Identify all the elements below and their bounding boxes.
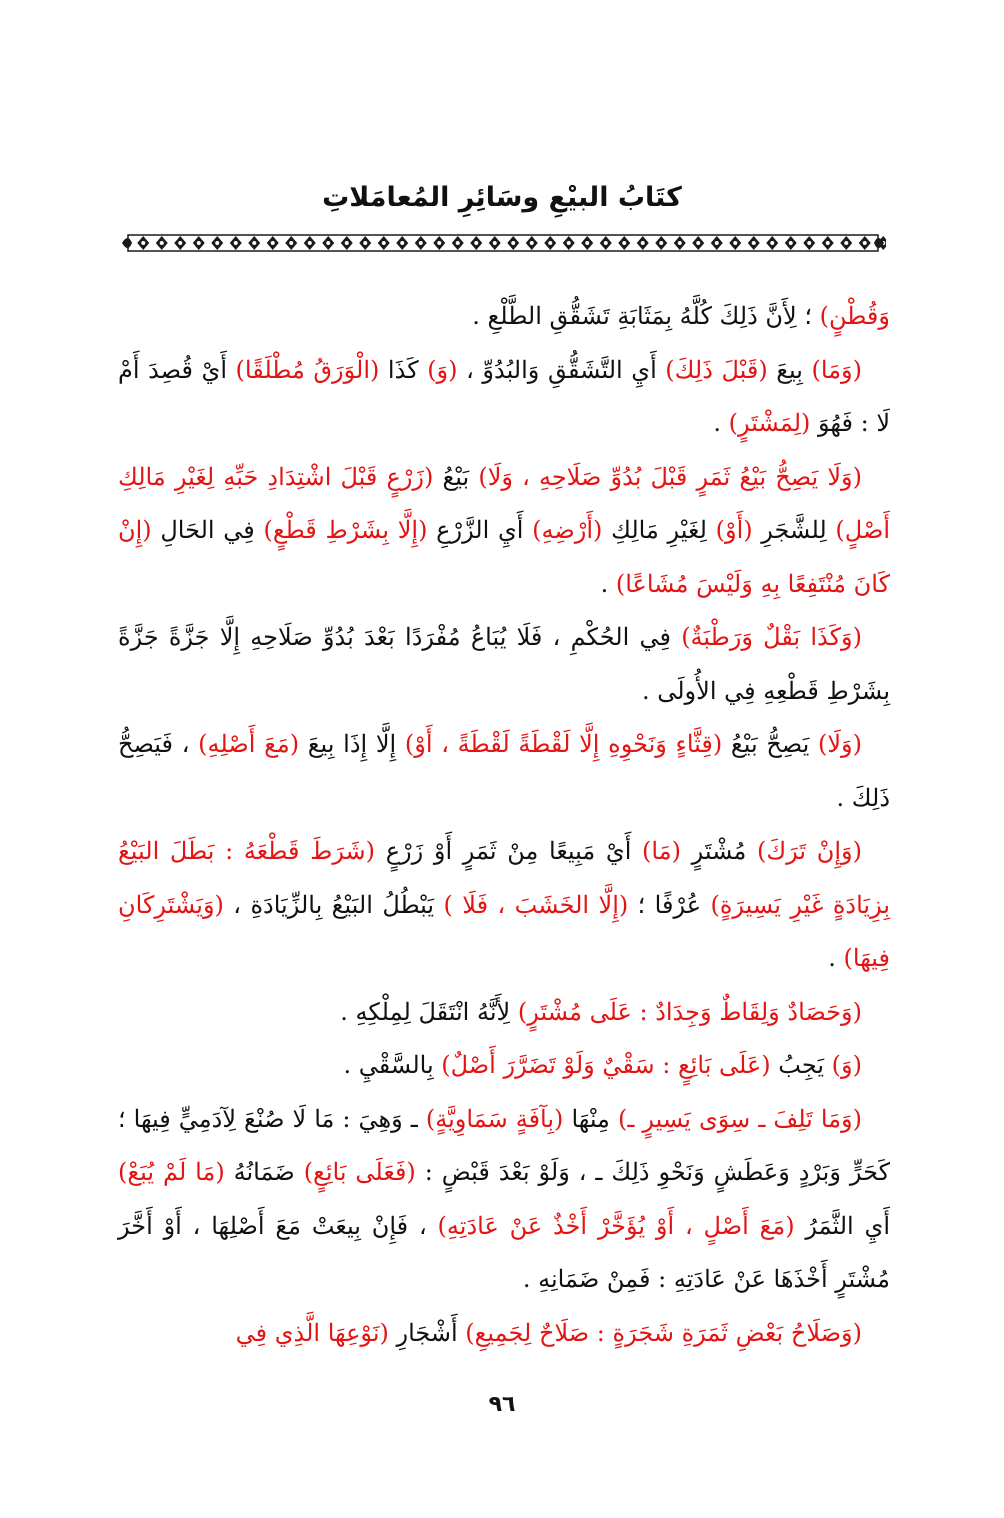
paragraph bbox=[118, 718, 890, 825]
matn-text: (لِمَشْتَرٍ) bbox=[728, 409, 811, 437]
paragraph bbox=[118, 1307, 890, 1361]
commentary-text: أَيِ الزَّرْعِ bbox=[427, 516, 533, 544]
matn-text: (مَعَ أَصْلٍ ، أَوْ يُؤَخَّرْ أَخْذٌ عَنْ عَادَتِهِ) bbox=[437, 1211, 795, 1240]
ornament-dot bbox=[511, 241, 515, 245]
matn-text: (الْوَرَقُ مُطْلَقًا) bbox=[235, 355, 380, 384]
ornament-dot bbox=[548, 241, 552, 245]
commentary-text: يَجِبُ bbox=[770, 1051, 832, 1079]
commentary-text: أَشْجَارِ bbox=[388, 1318, 466, 1347]
ornament-dot bbox=[807, 241, 811, 245]
matn-text: (وَكَذَا بَقْلٌ وَرَطْبَةٌ) bbox=[681, 623, 863, 651]
matn-text: (فَعَلَى بَائِعٍ) bbox=[303, 1158, 416, 1186]
matn-text: (أَرْضِهِ) bbox=[532, 516, 603, 544]
commentary-text: فِي الحَالِ bbox=[151, 516, 264, 544]
matn-text: (نَوْعِهَا الَّذِي فِي bbox=[235, 1318, 389, 1347]
book-title: كتَابُ البيْعِ وسَائِرِ المُعامَلاتِ bbox=[322, 182, 682, 213]
matn-text: (أَوْ) bbox=[715, 516, 753, 544]
matn-text: (إِنْ كَانَ مُنْتَفِعًا بِهِ وَلَيْسَ مُشَاعًا) bbox=[118, 516, 890, 598]
ornament-dot bbox=[252, 241, 256, 245]
body-text bbox=[118, 290, 890, 1360]
matn-text: (وَ) bbox=[427, 355, 458, 384]
matn-text: (وَيَشْتَرِكَانِ فِيهَا) bbox=[118, 890, 890, 972]
ornament-dot bbox=[844, 241, 848, 245]
commentary-text: . bbox=[713, 409, 729, 437]
paragraph bbox=[118, 451, 890, 612]
commentary-text: ؛ لِأَنَّ ذَلِكَ كُلَّهُ بِمَثَابَةِ تَشَقُّقِ الطَّلْعِ . bbox=[472, 302, 820, 330]
matn-text: (وَصَلَاحُ بَعْضِ ثَمَرَةِ شَجَرَةٍ : صَلَاحٌ لِجَمِيعِ) bbox=[465, 1318, 862, 1347]
ornament-dot bbox=[345, 241, 349, 245]
matn-text: (مَا) bbox=[642, 837, 681, 865]
matn-text: (وَ) bbox=[831, 1051, 862, 1079]
paragraph bbox=[118, 290, 890, 344]
commentary-text: بِالسَّقْيِ . bbox=[343, 1051, 442, 1079]
ornament-dot bbox=[160, 241, 164, 245]
commentary-text: لِغَيْرِ مَالِكِ bbox=[602, 516, 716, 544]
ornament-dot bbox=[678, 241, 682, 245]
commentary-text: لِلشَّجَرِ bbox=[752, 516, 836, 544]
commentary-text: أَيِ التَّشَقُّقِ وَالبُدُوِّ ، bbox=[457, 355, 666, 384]
paragraph bbox=[118, 611, 890, 718]
commentary-text: فِي الحُكْمِ ، فَلَا يُبَاعُ مُفْرَدًا بَعْدَ بُدُوِّ صَلَاحِهِ إِلَّا جَزَّةً جَزَّةً بِشَرْطِ قَطْعِهِ فِي الأُولَى . bbox=[118, 623, 890, 705]
commentary-text: . bbox=[600, 569, 616, 598]
commentary-text: لِأَنَّهُ انْتَقَلَ لِمِلْكِهِ . bbox=[340, 997, 518, 1026]
ornament-dot bbox=[141, 241, 145, 245]
ornament-dot bbox=[271, 241, 275, 245]
commentary-text: إِلَّا إِذَا بِيعَ bbox=[299, 730, 405, 758]
commentary-text: عُرْفًا ؛ bbox=[628, 890, 711, 919]
matn-text: (وَلَا) bbox=[818, 730, 863, 758]
paragraph bbox=[118, 344, 890, 451]
ornament-dot bbox=[585, 241, 589, 245]
ornament-dot bbox=[770, 241, 774, 245]
paragraph bbox=[118, 1039, 890, 1093]
matn-text: (وَمَا) bbox=[811, 355, 862, 384]
ornament-dot bbox=[696, 241, 700, 245]
matn-text: (زَرْعٍ قَبْلَ اشْتِدَادِ حَبِّهِ لِغَيْرِ مَالِكِ أَصْلٍ) bbox=[118, 462, 891, 544]
ornament-dot bbox=[326, 241, 330, 245]
ornament-end-scroll bbox=[122, 238, 132, 248]
ornament-dot bbox=[567, 241, 571, 245]
matn-text: (بِآفَةٍ سَمَاوِيَّةٍ) bbox=[425, 1104, 564, 1133]
matn-text: (وَحَصَادٌ وَلِقَاطٌ وَجِدَادٌ : عَلَى مُشْتَرٍ) bbox=[517, 997, 862, 1026]
paragraph bbox=[118, 825, 890, 986]
page-number bbox=[0, 1392, 1004, 1417]
ornament-dot bbox=[400, 241, 404, 245]
ornament-dot bbox=[474, 241, 478, 245]
commentary-text: بَيْعُ bbox=[433, 462, 479, 491]
ornament-dot bbox=[382, 241, 386, 245]
ornament-dot bbox=[715, 241, 719, 245]
commentary-text: أَيْ قُصِدَ أَمْ لَا : فَهُوَ bbox=[118, 355, 890, 437]
paragraph bbox=[118, 1093, 890, 1307]
commentary-text: ضَمَانُهُ bbox=[224, 1158, 304, 1186]
ornament-dot bbox=[456, 241, 460, 245]
matn-text: (وَإِنْ تَرَكَ) bbox=[757, 837, 862, 865]
ornament-border bbox=[120, 232, 886, 254]
matn-text: (قَبْلَ ذَلِكَ) bbox=[665, 355, 768, 384]
commentary-text: يَبْطُلُ البَيْعُ بِالزِّيَادَةِ ، bbox=[223, 890, 444, 919]
matn-text: وَقُطْنٍ) bbox=[819, 302, 890, 330]
ornament-dot bbox=[437, 241, 441, 245]
commentary-text: مِنْهَا bbox=[563, 1104, 618, 1133]
commentary-text: كَذَا bbox=[379, 355, 428, 384]
commentary-text: مُشْتَرٍ bbox=[680, 837, 758, 865]
ornament-dot bbox=[789, 241, 793, 245]
ornament-dot bbox=[733, 241, 737, 245]
ornament-dot bbox=[530, 241, 534, 245]
matn-text: (وَمَا تَلِفَ ـ سِوَى يَسِيرٍ ـ) bbox=[617, 1104, 863, 1133]
matn-text: (إِلَّا بِشَرْطِ قَطْعٍ) bbox=[263, 516, 428, 544]
ornament-dot bbox=[234, 241, 238, 245]
ornament-dot bbox=[419, 241, 423, 245]
matn-text: (وَلَا يَصِحُّ بَيْعُ ثَمَرٍ قَبْلَ بُدُوِّ صَلَاحِهِ ، وَلَا) bbox=[478, 462, 863, 491]
ornament-dot bbox=[752, 241, 756, 245]
ornament-dot bbox=[308, 241, 312, 245]
ornament-dot bbox=[826, 241, 830, 245]
ornament-dot bbox=[641, 241, 645, 245]
matn-text: (مَا لَمْ يُبَعْ) bbox=[118, 1158, 225, 1186]
commentary-text: . bbox=[828, 944, 844, 972]
running-head bbox=[0, 182, 1004, 213]
ornament-dot bbox=[197, 241, 201, 245]
commentary-text: ـ وَهِيَ : مَا لَا صُنْعَ لِآدَمِيٍّ فِيهَا ؛ كَحَرٍّ وَبَرْدٍ وَعَطَشٍ وَنَحْوِ ذَلِكَ ـ ، وَلَوْ بَعْدَ قَبْضٍ : bbox=[118, 1104, 890, 1186]
ornament-dot bbox=[622, 241, 626, 245]
ornament-dot bbox=[659, 241, 663, 245]
matn-text: (قِثَّاءٍ وَنَحْوِهِ إِلَّا لَقْطَةً لَقْطَةً ، أَوْ) bbox=[404, 730, 723, 758]
ornament-dot bbox=[604, 241, 608, 245]
matn-text: (مَعَ أَصْلِهِ) bbox=[198, 730, 300, 758]
commentary-text: ، فَيَصِحُّ ذَلِكَ . bbox=[118, 730, 890, 812]
ornament-dot bbox=[289, 241, 293, 245]
page-number-text: ٩٦ bbox=[488, 1392, 516, 1417]
commentary-text: أَيِ الثَّمَرُ bbox=[794, 1211, 890, 1240]
commentary-text: أَيْ مَبِيعًا مِنْ ثَمَرٍ أَوْ زَرْعٍ bbox=[375, 837, 643, 865]
commentary-text: ، فَإِنْ بِيعَتْ مَعَ أَصْلِهَا ، أَوْ أَخَّرَ مُشْتَرٍ أَخْذَهَا عَنْ عَادَتِهِ : فَمِنْ ضَمَانِهِ . bbox=[118, 1211, 890, 1293]
matn-text: (إِلَّا الخَشَبَ ، فَلَا ) bbox=[443, 890, 629, 919]
ornament-dot bbox=[178, 241, 182, 245]
commentary-text: بِيعَ bbox=[767, 355, 812, 384]
matn-text: (شَرَطَ قَطْعَهُ : بَطَلَ البَيْعُ بِزِيَادَةٍ غَيْرِ يَسِيرَةٍ) bbox=[118, 837, 890, 919]
paragraph bbox=[118, 986, 890, 1040]
ornament-dot bbox=[863, 241, 867, 245]
matn-text: (عَلَى بَائِعٍ : سَقْيٌ وَلَوْ تَضَرَّرَ أَصْلٌ) bbox=[441, 1051, 771, 1079]
commentary-text: يَصِحُّ بَيْعُ bbox=[722, 730, 818, 758]
ornament-dot bbox=[493, 241, 497, 245]
ornament-dot bbox=[363, 241, 367, 245]
ornament-dot bbox=[215, 241, 219, 245]
